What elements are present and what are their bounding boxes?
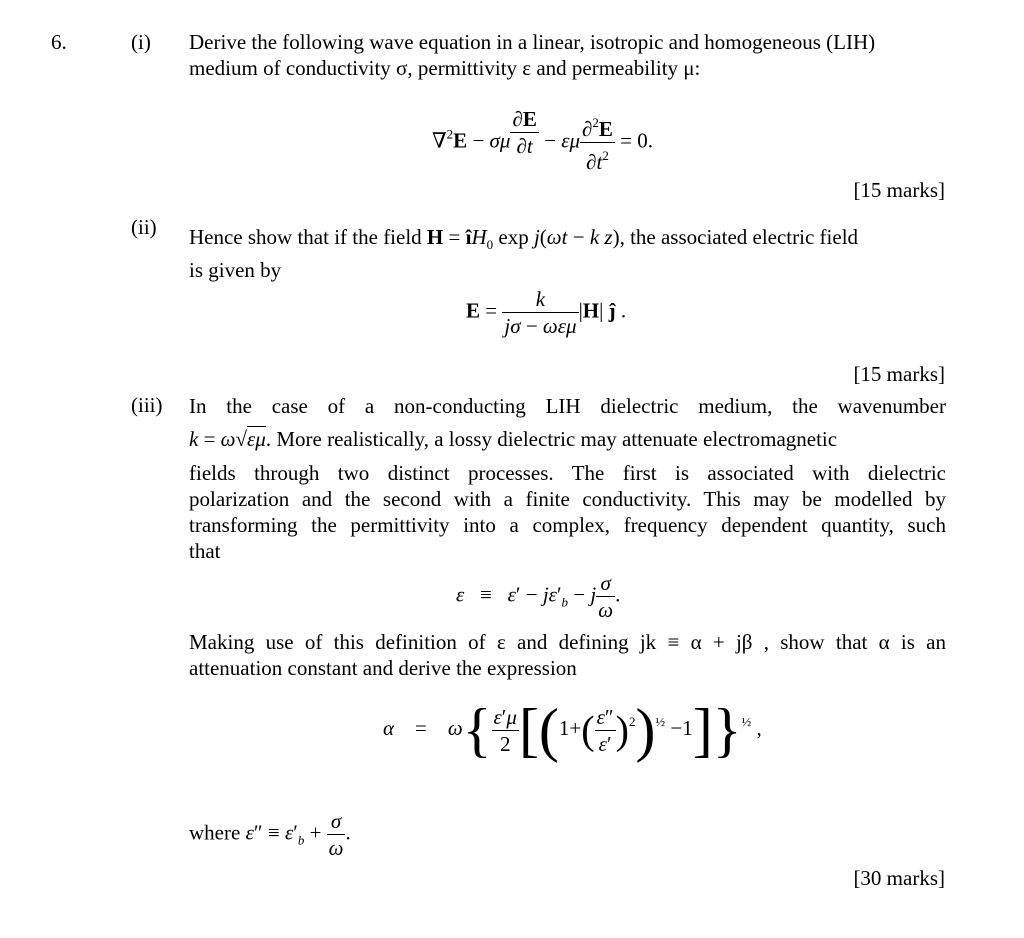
part-ii-marks: [15 marks] — [853, 362, 945, 386]
part-iii-label: (iii) — [131, 393, 163, 417]
wave-equation: ∇$^2$E − σμ $\frac{\partial E}{\partial t}$ − εμ $\frac{\partial^2E}{\partial t^2}$ = 0. — [432, 107, 654, 174]
part-iii-marks: [30 marks] — [853, 866, 945, 890]
permittivity-equation: $\varepsilon \equiv \varepsilon' - j\varepsilon'_b - j$ $\frac{\sigma}{\omega}$ . — [456, 571, 621, 622]
part-ii-line1-post: , the associated electric field — [619, 225, 859, 249]
part-iii-line6: that — [189, 539, 221, 563]
part-i-line1: Derive the following wave equation in a linear, isotropic and homogeneous (LIH) — [189, 30, 876, 54]
part-ii-label: (ii) — [131, 215, 157, 239]
part-iii-line3: fields through two distinct processes. The first is associated with dielectric — [189, 461, 946, 485]
making-use-line2: attenuation constant and derive the expression — [189, 656, 577, 680]
making-use-line1: Making use of this definition of ε and defining jk ≡ α + jβ , show that α is an — [189, 630, 946, 654]
part-iii-line1: In the case of a non-conducting LIH dielectric medium, the wavenumber — [189, 394, 946, 418]
h-field-expression: $H = îH_0$ exp j(ωt − k z) — [426, 225, 620, 252]
part-ii-line1-pre: Hence show that if the field — [189, 225, 422, 249]
wavenumber-expression: k = ω√εμ — [189, 427, 266, 451]
part-iii-line4: polarization and the second with a finite conductivity. This may be modelled by — [189, 487, 946, 511]
part-i-marks: [15 marks] — [853, 178, 945, 202]
question-number: 6. — [51, 30, 67, 54]
part-ii-line2: is given by — [189, 258, 282, 282]
e-field-equation: E = $\frac{k}{\text{jσ − ωεμ}}$ |H| ĵ . — [466, 287, 627, 338]
part-i-label: (i) — [131, 30, 151, 54]
part-i-line2: medium of conductivity σ, permittivity ε and permeability μ: — [189, 56, 701, 80]
part-iii-line2-post: . More realistically, a lossy dielectric may attenuate electromagnetic — [265, 427, 838, 451]
part-iii-line5: transforming the permittivity into a complex, frequency dependent quantity, such — [189, 513, 946, 537]
alpha-expression: α = ω{ $\frac{\varepsilon'\mu}{2}$ [(1+( $\frac{\varepsilon''}{\varepsilon'}$ )$^2$)$^{\frac{1}{2}}$ −1]}$^{\frac{1}{2}}$ , — [383, 697, 762, 763]
part-iii-line2 — [189, 426, 946, 452]
part-ii-line1 — [189, 225, 858, 253]
where-text: where — [189, 820, 241, 845]
where-line: where $\varepsilon'' \equiv \varepsilon'_b$ + $\frac{\sigma}{\omega}$ . — [189, 809, 351, 860]
